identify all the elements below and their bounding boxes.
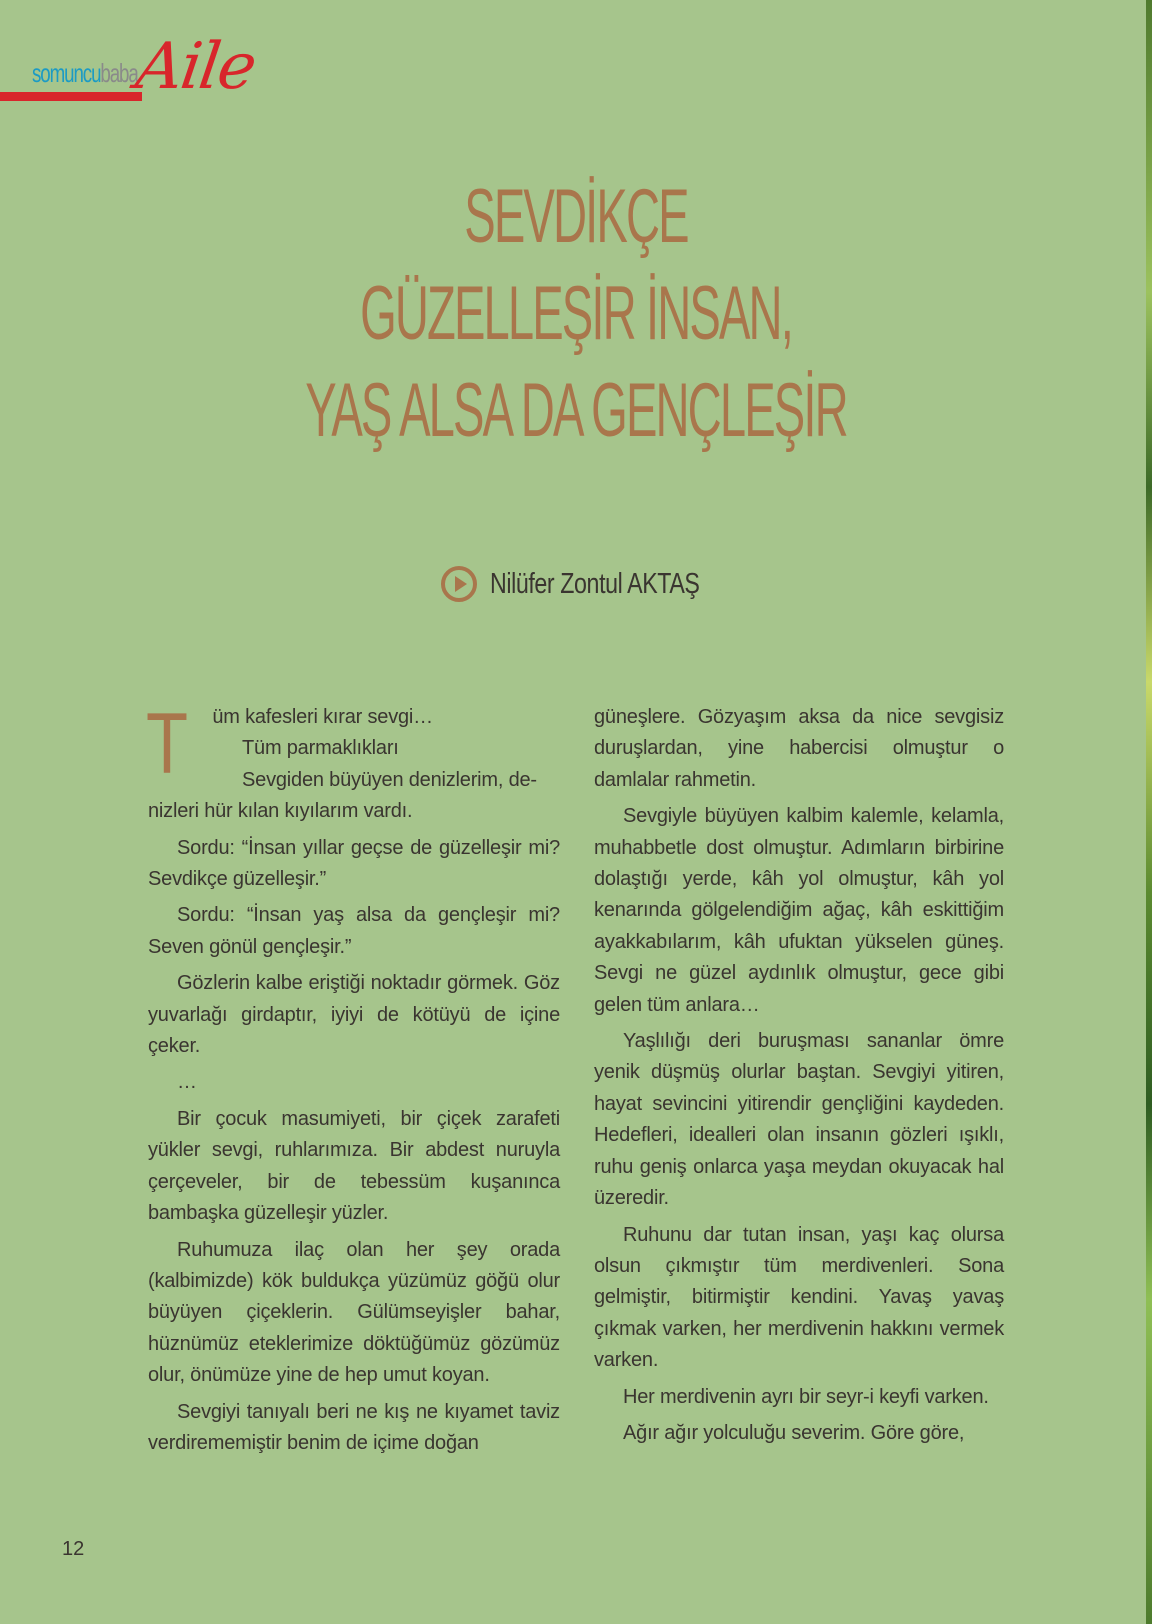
paragraph: Sevgiyle büyüyen kalbim kalemle, kelamla, muhabbetle dost olmuştur. Adımların birbirine dolaştığı yerde, kâh yol olmuştur, kâh yol kenarında gölgelendiğim ağaç, kâh eskittiğim ayakkabılarım, kâh ufuktan yükselen güneş. Sevgi ne güzel aydınlık olmuştur, gece gibi gelen tüm anlara… (594, 805, 1004, 1016)
article-column-left (146, 696, 560, 1464)
page-number: 12 (62, 1538, 85, 1560)
paragraph: Sordu: “İnsan yaş alsa da gençleşir mi? Seven gönül gençleşir.” (148, 904, 560, 958)
brand-part-2: baba (100, 58, 138, 88)
intro-line-3: Sevgiden büyüyen denizlerim, de- (242, 768, 537, 791)
title-line-3: YAŞ ALSA DA GENÇLEŞİR (305, 368, 847, 453)
paragraph: Her merdivenin ayrı bir seyr-i keyfi varken. (623, 1385, 989, 1408)
intro-verse (146, 696, 560, 828)
brand-part-1: somuncu (32, 58, 101, 88)
paragraph: Sevgiyi tanıyalı beri ne kış ne kıyamet taviz verdirememiştir benim de içime doğan (148, 1400, 560, 1454)
paragraph: Sordu: “İnsan yıllar geçse de güzelleşir mi? Sevdikçe güzelleşir.” (148, 836, 560, 891)
play-circle-icon (440, 565, 478, 603)
drop-cap: T (146, 696, 188, 792)
paragraph: Gözlerin kalbe eriştiği noktadır görmek. Göz yuvarlağı girdaptır, iyiyi de kötüyü de içine çeker. (148, 972, 560, 1058)
author-byline (440, 566, 752, 602)
paragraph: Ruhumuza ilaç olan her şey orada (kalbimizde) kök buldukça yüzümüz göğü olur büyüyen çiçeklerin. Gülümseyişler bahar, hüznümüz eteklerimize döktüğümüz gözümüz olur, önümüze yine de hep umut koyan. (148, 1238, 560, 1387)
title-line-2: GÜZELLEŞİR İNSAN, (360, 271, 792, 356)
intro-line-2: Tüm parmaklıkları (242, 737, 399, 760)
masthead-red-line (0, 92, 142, 101)
article-column-right (594, 702, 1004, 1454)
article-title (0, 168, 1152, 459)
paragraph: Yaşlılığı deri buruşması sananlar ömre yenik düşmüş olurlar baştan. Sevgiyi yitiren, hayat sevincini yitirendir gençliğini kaydeden. Hedefleri, idealleri olan insanın gözleri ışıklı, ruhu geniş onlarca yaşa meydan okuyacak hal üzeredir. (594, 1030, 1004, 1210)
title-line-1: SEVDİKÇE (464, 174, 688, 259)
paragraph: Bir çocuk masumiyeti, bir çiçek zarafeti yükler sevgi, ruhlarımıza. Bir abdest nuruyla çerçeveler, bir de tebessüm kuşanınca bambaşka güzelleşir yüzler. (148, 1107, 560, 1225)
paragraph: Ruhunu dar tutan insan, yaşı kaç olursa olsun çıkmıştır tüm merdivenleri. Sona gelmiştir, bitirmiştir kendini. Yavaş yavaş çıkmak varken, her merdivenin hakkını vermek varken. (594, 1223, 1004, 1372)
intro-line-1: üm kafesleri kırar sevgi… (212, 706, 433, 728)
brand-wordmark (32, 58, 138, 89)
section-name: Aile (131, 30, 260, 104)
author-name: Nilüfer Zontul AKTAŞ (490, 567, 700, 600)
ellipsis-break: … (177, 1071, 197, 1094)
paragraph: Ağır ağır yolculuğu severim. Göre göre, (623, 1421, 965, 1444)
masthead-logo (0, 30, 260, 114)
intro-line-4: nizleri hür kılan kıyılarım vardı. (148, 800, 413, 823)
paragraph-continuation: güneşlere. Gözyaşım aksa da nice sevgisiz duruşlardan, yine habercisi olmuştur o damlalar rahmetin. (594, 706, 1004, 791)
